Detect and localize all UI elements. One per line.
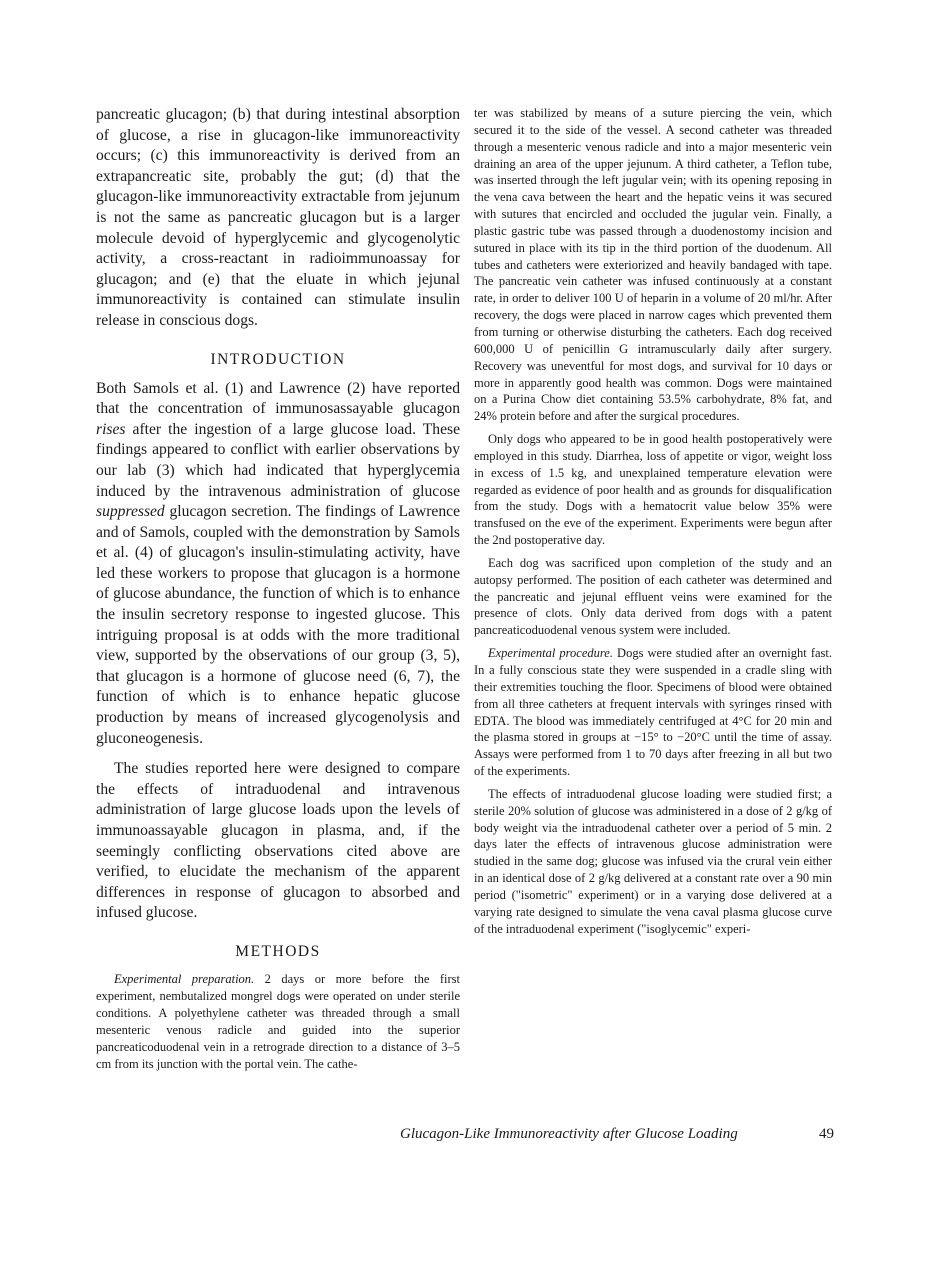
summary-continuation: pancreatic glucagon; (b) that during intestinal absorption of glucose, a rise in glucagon-like immunoreactivity occurs; (c) this immunoreactivity is derived from an extrapancreatic site, probably the gut; (d) that the glucagon-like immunoreactivity extractable from jejunum is not the same as pancreatic glucagon but is a larger molecule devoid of hyperglycemic and glycogenolytic activity, a cross-reactant in radioimmunoassay for glucagon; and (e) that the eluate in which jejunal immunoreactivity is contained can stimulate insulin release in conscious dogs.	[96, 106, 460, 329]
procedure-runin-heading: Experimental procedure.	[488, 646, 613, 661]
procedure-text: Dogs were studied after an overnight fast. In a fully conscious state they were suspended in a cradle sling with their extremities touching the floor. Specimens of blood were obtained from all three catheters at frequent intervals with syringes rinsed with EDTA. The blood was immediately centrifuged at 4°C for 20 min and the plasma stored in groups at −15° to −20°C until the time of assay. Assays were performed from 1 to 70 days after freezing in all but two of the experiments.	[474, 646, 832, 779]
introduction-paragraph-1	[96, 379, 460, 750]
methods-heading: METHODS	[235, 942, 321, 960]
methods-text: 2 days or more before the first experiment, nembutalized mongrel dogs were operated on under sterile conditions. A polyethylene catheter was threaded through a small mesenteric venous radicle and guided into the superior pancreaticoduodenal vein in a retrograde direction to a distance of 3–5 cm from its junction with the portal vein. The cathe-	[96, 971, 460, 1071]
introduction-paragraph-2: The studies reported here were designed to compare the effects of intraduodenal and intravenous administration of large glucose loads upon the levels of immunoassayable glucagon in plasma, and, if the seemingly conflicting observations cited above are verified, to elucidate the mechanism of the apparent differences in response of glucagon to absorbed and infused glucose.	[96, 760, 460, 922]
intro-text-c: after the ingestion of a large glucose load. These findings appeared to conflict with earlier observations by our lab (3) which had indicated that hyperglycemia induced by the intravenous administration of glucose	[96, 420, 460, 500]
page-number: 49	[819, 1126, 834, 1142]
intro-text-e: glucagon secretion. The findings of Lawrence and of Samols, coupled with the demonstration by Samols et al. (4) of glucagon's insulin-stimulating activity, have led these workers to propose that glucagon is a hormone of glucose abundance, the function of which is to enhance the insulin secretory response to ingested glucose. This intriguing proposal is at odds with the more traditional view, supported by the observations of our group (3, 5), that glucagon is a hormone of glucose need (6, 7), the function of which is to enhance hepatic glucose production by means of increased glycogenolysis and gluconeogenesis.	[96, 503, 460, 747]
running-title: Glucagon-Like Immunoreactivity after Glucose Loading	[400, 1126, 738, 1142]
methods-runin-heading: Experimental preparation.	[114, 971, 255, 986]
intro-text-a: Both Samols et al. (1) and Lawrence (2) have reported that the concentration of immunosassayable glucagon	[96, 379, 460, 418]
methods-paragraph-health: Only dogs who appeared to be in good health postoperatively were employed in this study. Diarrhea, loss of appetite or vigor, weight loss in excess of 1.5 kg, and unexplained temperature elevation were regarded as evidence of poor health and as grounds for disqualification from the study. Dogs with a hematocrit value below 35% were transfused on the eve of the experiment. Experiments were begun after the 2nd postoperative day.	[474, 432, 832, 548]
intro-emphasis-rises: rises	[96, 420, 126, 438]
introduction-heading: INTRODUCTION	[210, 350, 346, 368]
methods-paragraph-1	[96, 971, 460, 1072]
right-column	[474, 105, 832, 938]
procedure-paragraph	[474, 645, 832, 780]
loading-paragraph: The effects of intraduodenal glucose loading were studied first; a sterile 20% solution of glucose was administered in a dose of 2 g/kg of body weight via the intraduodenal catheter over a period of 5 min. 2 days later the effects of intravenous glucose administration were studied in the same dog; glucose was infused via the crural vein either in an identical dose of 2 g/kg delivered at a constant rate over a 90 min period ("isometric" experiment) or in a varying dose delivered at a varying rate designed to simulate the vena caval plasma glucose curve of the intraduodenal experiment ("isoglycemic" experi-	[474, 786, 832, 936]
intro-emphasis-suppressed: suppressed	[96, 503, 165, 521]
left-column	[96, 105, 460, 1072]
methods-paragraph-autopsy: Each dog was sacrificed upon completion of the study and an autopsy performed. The position of each catheter was determined and the pancreatic and jejunal effluent veins were examined for the presence of clots. Only data derived from dogs with a patent pancreaticoduodenal venous system were included.	[474, 555, 832, 638]
methods-paragraph-continued: ter was stabilized by means of a suture piercing the vein, which secured it to the side of the vessel. A second catheter was threaded through a mesenteric venous radicle and into a major mesenteric vein draining an area of the upper jejunum. A third catheter, a Teflon tube, was inserted through the left jugular vein; with its opening reposing in the vena cava between the heart and the hepatic veins it was secured with sutures that encircled and occluded the jugular vein. Finally, a plastic gastric tube was passed through a duodenostomy incision and sutured in place with its tip in the third portion of the duodenum. All tubes and catheters were exteriorized and heavily bandaged with tape. The pancreatic vein catheter was infused continuously at a constant rate, in order to deliver 100 U of heparin in a volume of 20 ml/hr. After recovery, the dogs were placed in narrow cages which prevented them from turning or otherwise disturbing the catheters. Each dog received 600,000 U of penicillin G intramuscularly daily after surgery. Recovery was uneventful for most dogs, and survival for 10 days or more in apparently good health was common. Dogs were maintained on a Purina Chow diet containing 53.5% carbohydrate, 8% fat, and 24% protein before and after the surgical procedures.	[474, 106, 832, 424]
